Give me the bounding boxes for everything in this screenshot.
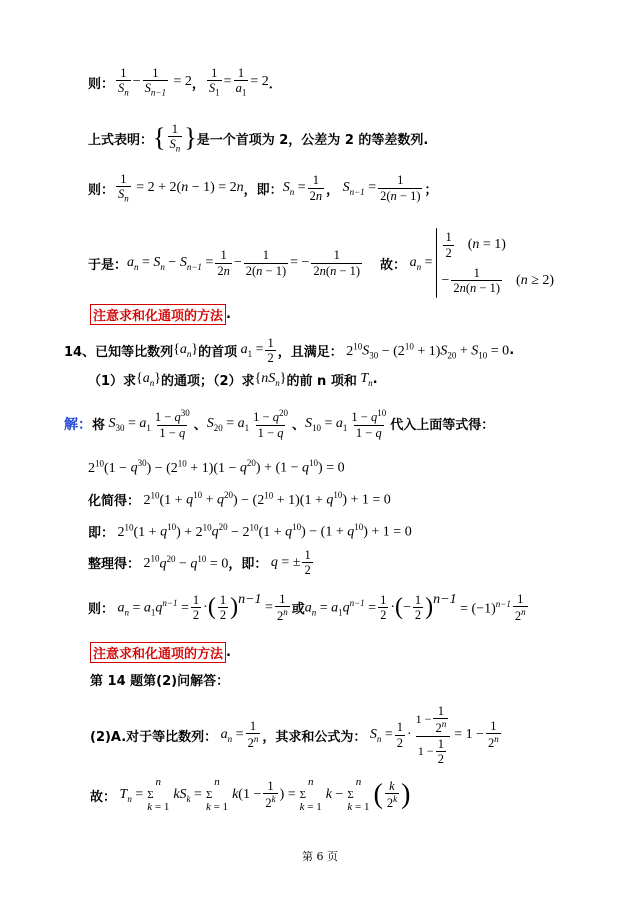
- frac-1-Sn-1: $\frac{1}{S_{n-1}}$: [144, 66, 166, 98]
- question-14-parts: （1）求 $\{a_n\}$ 的通项；（2）求 $\{nS_n\}$ 的前 n 项和 $T_n$ .: [88, 371, 378, 389]
- line-1: 则： $\frac{1}{S_n}$ − $\frac{1}{S_{n-1}}$ = 2 ， $\frac{1}{S_1}$ = $\frac{1}{a_1}$ = 2 ．: [88, 66, 282, 98]
- sum-line: 故： $T_n$ = n Σ k = 1 $kS_k$ = n Σ k = 1 k(1 − $\frac{1}{2^k}$ ) = n Σ k = 1 k − n Σ k = 1 ( $\frac{k}{2^k}$ ): [90, 776, 411, 814]
- line-4: 于是： $a_n = S_n - S_{n-1}$ = $\frac{1}{2n}$ − $\frac{1}{2(n - 1)}$ = − $\frac{1}{2n(n - 1)}$ 故： $a_n$ = $\frac{1}{2}$ (n = 1) − $\frac{1}{2n(n - 1)}$ (n ≥ 2): [88, 228, 554, 298]
- frac-1-Sn: $\frac{1}{S_n}$: [118, 66, 129, 98]
- line2-prefix: 上式表明：: [88, 132, 154, 148]
- equation-2: 化简得： $2^{10}(1 + q^{10} + q^{20}) - (2^{10} + 1)(1 + q^{10}) + 1 = 0$: [88, 490, 391, 509]
- page-footer: 第 6 页: [302, 850, 338, 863]
- frac-1-S1: $\frac{1}{S_1}$: [208, 66, 220, 98]
- frac-1-a1: $\frac{1}{a_1}$: [235, 66, 247, 98]
- equation-1: $2^{10}(1 - q^{30}) - (2^{10} + 1)(1 - q^{20}) + (1 - q^{10}) = 0$: [88, 458, 345, 476]
- line1-prefix: 则：: [88, 76, 115, 92]
- piecewise: $\frac{1}{2}$ (n = 1) − $\frac{1}{2n(n - 1)}$ (n ≥ 2): [441, 230, 555, 296]
- line-2: 上式表明： { $\frac{1}{S_n}$ } 是一个首项为 2，公差为 2 的等差数列.: [88, 122, 429, 154]
- note-1: 注意求和化通项的方法 .: [90, 304, 231, 325]
- solution-line: 解： 将 $S_{30} = a_1$ $\frac{1 - q^{30}}{1 - q}$ 、 $S_{20} = a_1$ $\frac{1 - q^{20}}{1 - q}$ 、 $S_{10} = a_1$ $\frac{1 - q^{10}}{1 - q}$ 代入上面等式得：: [64, 408, 495, 440]
- solution-label: 解：: [64, 416, 92, 433]
- equation-4: 整理得： $2^{10}q^{20} - q^{10} = 0$ ，即： q = ± $\frac{1}{2}$: [88, 548, 311, 578]
- frac-1-Sn-set: $\frac{1}{S_n}$: [169, 122, 181, 154]
- line2-text: 是一个首项为 2，公差为 2 的等差数列.: [196, 132, 429, 148]
- equation-3: 即： $2^{10}(1 + q^{10}) + 2^{10}q^{20} - 2^{10}(1 + q^{10}) - (1 + q^{10}) + 1 = 0$: [88, 522, 412, 541]
- note-2: 注意求和化通项的方法 .: [90, 642, 231, 663]
- line-3: 则： $\frac{1}{S_n}$ = 2 + 2(n − 1) = 2n ，即： $S_n$ = $\frac{1}{2n}$ ， $S_{n-1}$ = $\frac{1}{2(n - 1)}$ ；: [88, 172, 438, 204]
- equation-5: 则： $a_n = a_1q^{n-1}$ = $\frac{1}{2}$ · ( $\frac{1}{2}$ ) n−1 = $\frac{1}{2^n}$ 或 $a_n = a_1q^{n-1}$ = $\frac{1}{2}$ · ( − $\frac{1}{2}$ ) n−1 = $(-1)^{n-1}$ $\frac{1}{2^n}$: [88, 592, 526, 624]
- question-14: 14、已知等比数列 $\{a_n\}$ 的首项 $a_1$ = $\frac{1}{2}$ ，且满足： $2^{10}S_{30} - (2^{10} + 1)S_{20} + S_{10} = 0$ .: [64, 336, 515, 366]
- part-2-head: 第 14 题第(2)问解答：: [90, 674, 230, 689]
- part-2-a: (2)A.对于等比数列： $a_n$ = $\frac{1}{2^n}$ ，其求和公式为： $S_n$ = $\frac{1}{2}$ · 1 − $\frac{1}{2^n}$ 1 − $\frac{1}{2}$ = 1 − $\frac{1}{2^n}$: [90, 703, 499, 766]
